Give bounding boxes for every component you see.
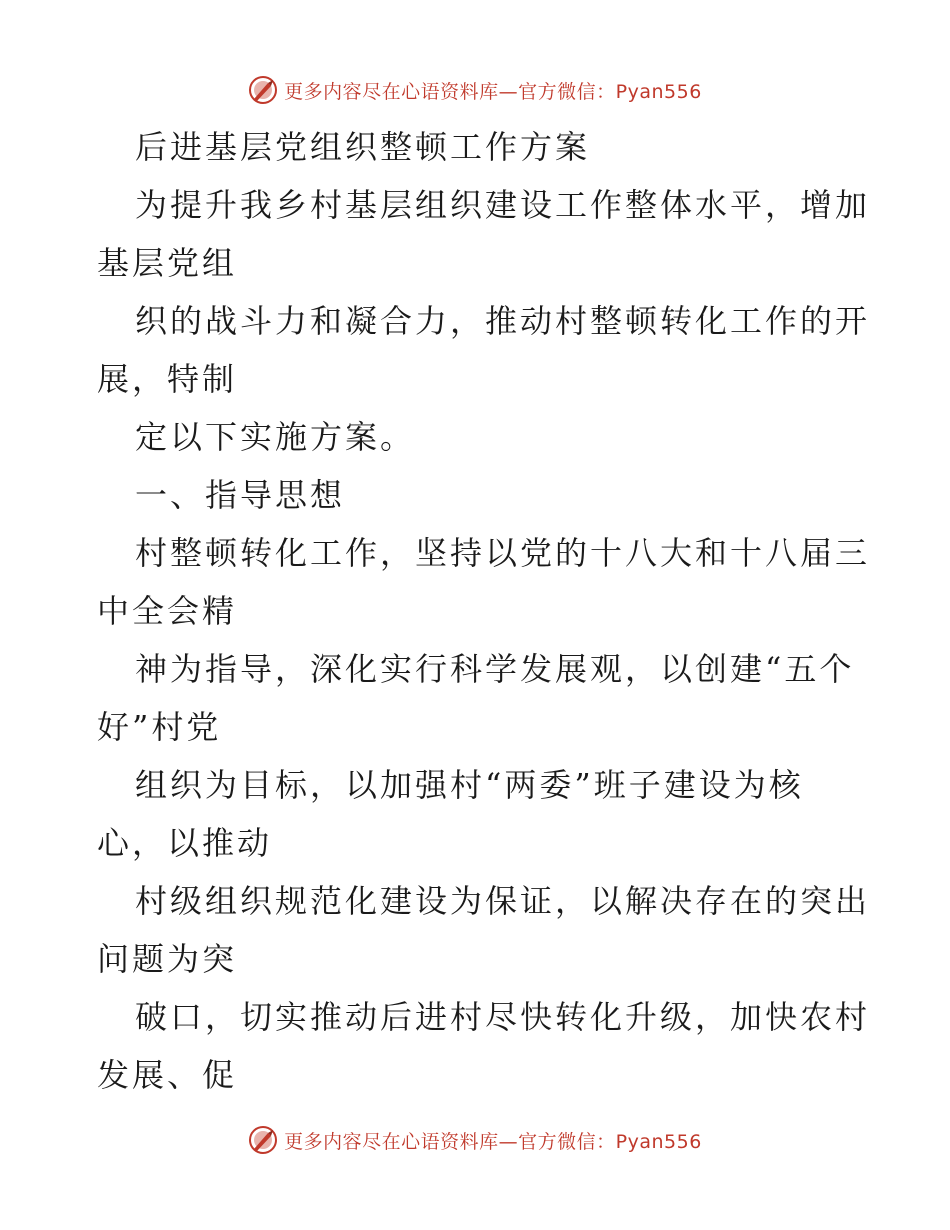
document-body bbox=[97, 118, 871, 1104]
paragraph-line: 发展、促 bbox=[97, 1056, 238, 1094]
paragraph-line: 中全会精 bbox=[97, 592, 238, 630]
paragraph-line: 心，以推动 bbox=[97, 824, 273, 862]
paragraph-line: 问题为突 bbox=[97, 940, 238, 978]
header-banner bbox=[0, 70, 950, 110]
paragraph-line: 好”村党 bbox=[97, 708, 222, 746]
paragraph-line: 组织为目标，以加强村“两委”班子建设为核 bbox=[135, 766, 804, 804]
section-heading: 一、指导思想 bbox=[135, 476, 346, 514]
paragraph-line: 基层党组 bbox=[97, 244, 238, 282]
document-title: 后进基层党组织整顿工作方案 bbox=[135, 128, 591, 166]
paragraph-line: 神为指导，深化实行科学发展观，以创建“五个 bbox=[135, 650, 855, 688]
paragraph-line: 织的战斗力和凝合力，推动村整顿转化工作的开 bbox=[135, 302, 871, 340]
paragraph-line: 为提升我乡村基层组织建设工作整体水平，增加 bbox=[135, 186, 871, 224]
paragraph-line: 破口，切实推动后进村尽快转化升级，加快农村 bbox=[135, 998, 871, 1036]
paragraph-line: 定以下实施方案。 bbox=[135, 418, 416, 456]
footer-banner bbox=[0, 1120, 950, 1160]
paragraph-line: 村级组织规范化建设为保证，以解决存在的突出 bbox=[135, 882, 871, 920]
header-banner-text: 更多内容尽在心语资料库—官方微信：Pyan556 bbox=[284, 80, 702, 103]
paragraph-line: 村整顿转化工作，坚持以党的十八大和十八届三 bbox=[135, 534, 871, 572]
quill-pen-logo-icon bbox=[248, 1125, 278, 1155]
paragraph-line: 展，特制 bbox=[97, 360, 238, 398]
footer-banner-text: 更多内容尽在心语资料库—官方微信：Pyan556 bbox=[284, 1130, 702, 1153]
quill-pen-logo-icon bbox=[248, 75, 278, 105]
